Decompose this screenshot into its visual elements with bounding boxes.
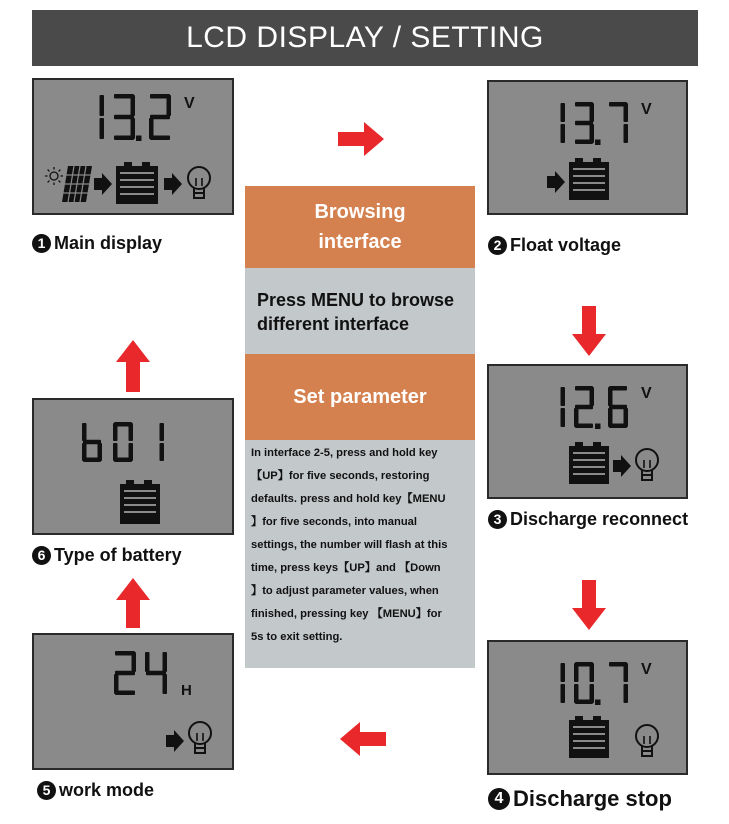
arrow-right-icon (94, 173, 112, 195)
lcd-segment (113, 423, 118, 441)
lcd-segment (574, 663, 579, 682)
lcd-segment (575, 121, 593, 126)
arrow-right-icon (338, 122, 384, 156)
lcd-decimal-point (595, 700, 601, 706)
lcd-segment (149, 118, 154, 139)
lcd-segment (150, 115, 170, 120)
lcd-segment (114, 674, 119, 694)
lcd-segment (160, 443, 165, 461)
arrow-left-icon (340, 722, 386, 756)
lcd-segment (575, 140, 593, 145)
step-number-badge: 4 (488, 788, 510, 810)
lcd-segment (590, 663, 595, 682)
unit-label: H (181, 682, 192, 699)
unit-label: V (641, 385, 652, 402)
lcd-segment (561, 408, 566, 427)
lcd-main-display (32, 78, 234, 215)
lcd-discharge-stop (487, 640, 688, 775)
arrow-up-icon (116, 578, 150, 628)
lcd-segment (624, 103, 629, 122)
battery-icon (116, 162, 158, 204)
bulb-icon (188, 167, 210, 198)
setting-instructions: In interface 2-5, press and hold key 【UP】for five seconds, restoring defaults. press and hold key【MENU 】for five seconds, into manual settings, the number will flash at this time, press keys【UP】and 【Down 】to adjust parameter values, when finished, pressing key 【MENU】for 5s to exit setting. (245, 440, 475, 668)
lcd-segment (131, 95, 136, 116)
instructions-panel (245, 186, 475, 668)
lcd-segment (145, 652, 150, 672)
lcd-reading (561, 102, 629, 145)
lcd-decimal-point (136, 136, 142, 142)
lcd-segment (561, 387, 566, 406)
caption-work-mode: 5 work mode (37, 780, 154, 801)
battery-icon (120, 480, 160, 524)
lcd-segment (132, 652, 137, 672)
lcd-segment (115, 671, 135, 676)
lcd-segment (146, 671, 166, 676)
solar-panel-icon (62, 166, 92, 202)
lcd-segment (83, 440, 101, 445)
battery-icon (569, 442, 609, 484)
set-parameter-header: Set parameter (245, 354, 475, 440)
lcd-discharge-reconnect (487, 364, 688, 499)
lcd-segment (624, 124, 629, 143)
bulb-icon (636, 449, 658, 480)
arrow-right-icon (166, 730, 184, 752)
lcd-segment (82, 443, 87, 461)
caption-main-display: 1 Main display (32, 233, 162, 254)
lcd-segment (167, 95, 172, 116)
lcd-segment (574, 684, 579, 703)
sun-icon (45, 167, 63, 185)
lcd-float-voltage (487, 80, 688, 215)
lcd-type-of-battery (32, 398, 234, 535)
lcd-segment (100, 118, 105, 139)
lcd-reading (82, 422, 164, 462)
press-menu-text: Press MENU to browse different interface (245, 268, 475, 354)
browsing-interface-header: Browsing interface (245, 186, 475, 268)
page-title: LCD DISPLAY / SETTING (32, 10, 698, 66)
lcd-segment (129, 423, 134, 441)
arrow-up-icon (116, 340, 150, 392)
lcd-reading (114, 651, 167, 695)
lcd-segment (114, 136, 134, 141)
lcd-segment (608, 408, 613, 427)
lcd-segment (624, 663, 629, 682)
lcd-segment (561, 103, 566, 122)
lcd-segment (163, 674, 168, 694)
step-number-badge: 6 (32, 546, 51, 565)
lcd-segment (608, 387, 613, 406)
lcd-segment (561, 684, 566, 703)
lcd-segment (160, 423, 165, 441)
unit-label: V (184, 95, 195, 112)
arrow-right-icon (164, 173, 182, 195)
lcd-segment (113, 443, 118, 461)
lcd-segment (163, 652, 168, 672)
lcd-segment (100, 95, 105, 116)
caption-type-of-battery: 6 Type of battery (32, 545, 182, 566)
caption-discharge-stop: 4 Discharge stop (488, 786, 672, 812)
caption-float-voltage: 2 Float voltage (488, 235, 621, 256)
lcd-segment (575, 405, 593, 410)
bulb-icon (189, 722, 211, 753)
lcd-segment (561, 124, 566, 143)
arrow-right-icon (547, 171, 565, 193)
arrow-right-icon (613, 455, 631, 477)
step-number-badge: 3 (488, 510, 507, 529)
arrow-down-icon (572, 306, 606, 356)
arrow-down-icon (572, 580, 606, 630)
lcd-reading (100, 94, 172, 141)
lcd-decimal-point (595, 424, 601, 430)
step-number-badge: 2 (488, 236, 507, 255)
lcd-segment (590, 387, 595, 406)
lcd-decimal-point (595, 140, 601, 146)
lcd-segment (624, 684, 629, 703)
lcd-segment (561, 663, 566, 682)
battery-icon (569, 158, 609, 200)
bulb-icon (636, 725, 658, 756)
lcd-segment (114, 115, 134, 120)
lcd-segment (574, 408, 579, 427)
battery-icon (569, 716, 609, 758)
step-number-badge: 1 (32, 234, 51, 253)
lcd-reading (561, 386, 629, 429)
lcd-segment (590, 103, 595, 122)
caption-discharge-reconnect: 3 Discharge reconnect (488, 509, 688, 530)
step-number-badge: 5 (37, 781, 56, 800)
lcd-segment (82, 423, 87, 441)
lcd-segment (609, 405, 627, 410)
unit-label: V (641, 661, 652, 678)
lcd-reading (561, 662, 629, 705)
unit-label: V (641, 101, 652, 118)
lcd-work-mode (32, 633, 234, 770)
